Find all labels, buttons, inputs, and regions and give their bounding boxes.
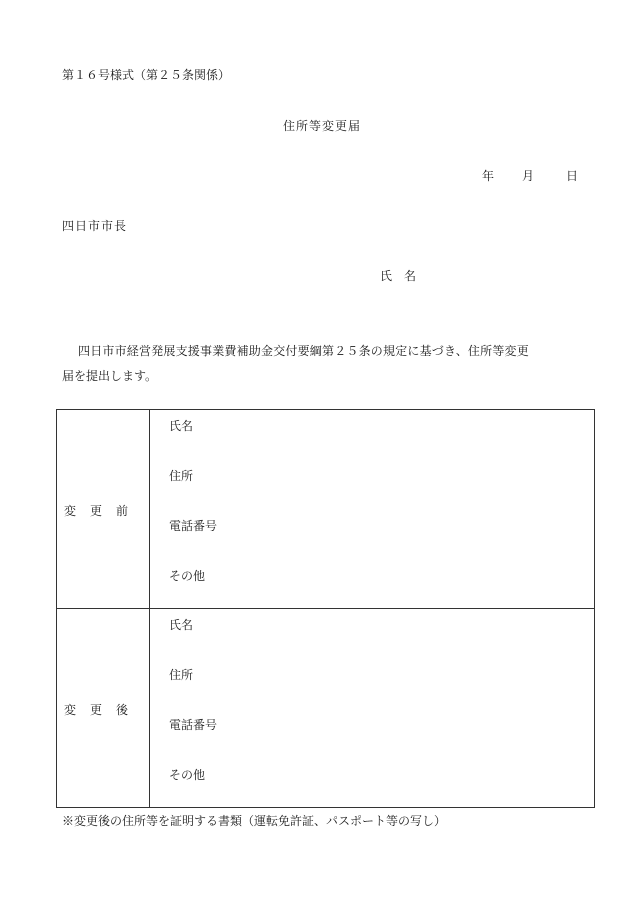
document-title: 住所等変更届 [283,119,362,133]
field-phone-after: 電話番号 [169,718,218,732]
body-text-line2: 届を提出します。 [62,369,158,383]
date-month: 月 [522,169,535,183]
body-text-line1: 四日市市経営発展支援事業費補助金交付要綱第２５条の規定に基づき、住所等変更 [78,344,529,358]
change-table [56,409,595,808]
field-other-before: その他 [169,569,206,583]
form-number: 第１６号様式（第２５条関係） [62,68,231,82]
footnote: ※変更後の住所等を証明する書類（運転免許証、パスポート等の写し） [62,814,447,828]
field-address-after: 住所 [169,668,194,682]
field-name-after: 氏名 [169,618,194,632]
section-label-cell [57,609,150,808]
field-address-before: 住所 [169,469,194,483]
table-row [57,609,595,808]
section-label-after: 変更後 [64,703,143,717]
section-fields-cell [150,410,595,609]
date-day: 日 [566,169,579,183]
table-row [57,410,595,609]
recipient: 四日市市長 [62,219,128,233]
field-phone-before: 電話番号 [169,519,218,533]
section-label-cell [57,410,150,609]
date-year: 年 [482,169,495,183]
applicant-name-label: 氏 名 [380,269,417,283]
section-fields-cell [150,609,595,808]
section-label-before: 変更前 [64,504,143,518]
field-name-before: 氏名 [169,419,194,433]
field-other-after: その他 [169,768,206,782]
